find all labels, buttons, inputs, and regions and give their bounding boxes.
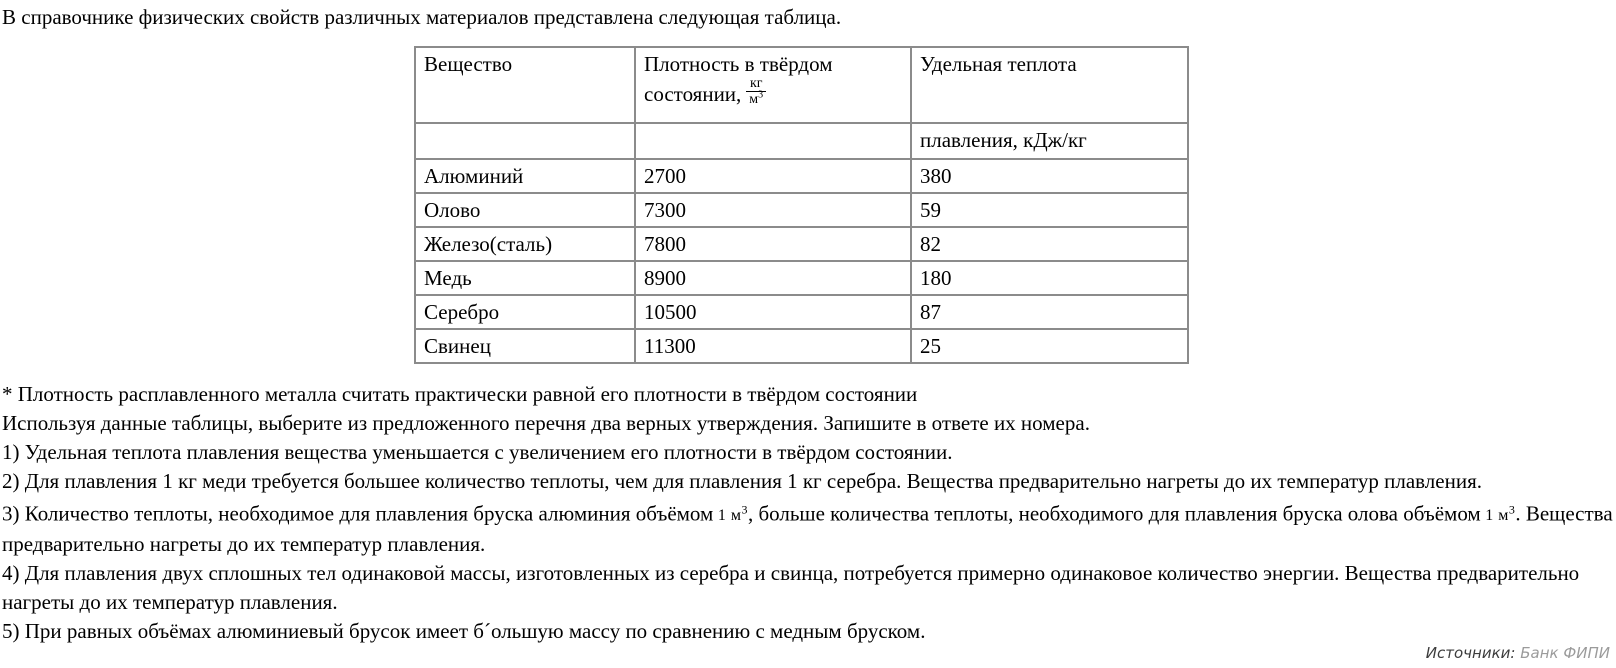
cell-substance: Олово xyxy=(415,193,635,227)
cell-density: 2700 xyxy=(635,159,911,193)
statement-5: 5) При равных объёмах алюминиевый брусок имеет б´ольшую массу по сравнению с медным бруском. xyxy=(2,619,926,644)
statement-3 xyxy=(2,496,1616,559)
cell-substance: Серебро xyxy=(415,295,635,329)
statement-1: 1) Удельная теплота плавления вещества уменьшается с увеличением его плотности в твёрдом состоянии. xyxy=(2,440,953,464)
fraction-numerator: кг xyxy=(749,76,763,91)
header-substance-label: Вещество xyxy=(424,52,513,76)
source-label: Источники: xyxy=(1425,644,1516,662)
intro-paragraph: В справочнике физических свойств различных материалов представлена следующая таблица. xyxy=(2,5,842,29)
header-density-line2 xyxy=(644,76,902,108)
subheader-cell-heat-units: плавления, кДж/кг xyxy=(911,123,1188,159)
table-row xyxy=(415,193,1188,227)
cell-heat: 82 xyxy=(911,227,1188,261)
statement-3-volume-1 xyxy=(713,503,748,525)
statement-2: 2) Для плавления 1 кг меди требуется большее количество теплоты, чем для плавления 1 кг серебра. Вещества предварительно нагреты до их температур плавления. xyxy=(2,469,1482,493)
cell-heat: 59 xyxy=(911,193,1188,227)
fraction-denominator-exponent: 3 xyxy=(758,89,764,101)
cell-density: 10500 xyxy=(635,295,911,329)
cell-substance: Алюминий xyxy=(415,159,635,193)
statement-3-part1: 3) Количество теплоты, необходимое для плавления бруска алюминия объёмом xyxy=(2,501,714,526)
cell-substance: Свинец xyxy=(415,329,635,363)
cell-substance: Медь xyxy=(415,261,635,295)
volume-2-unit: м xyxy=(1498,507,1509,525)
statement-3-part2: , больше количества теплоты, необходимого для плавления бруска олова объёмом xyxy=(747,501,1481,526)
subheader-cell-empty-2 xyxy=(635,123,911,159)
cell-substance: Железо(сталь) xyxy=(415,227,635,261)
header-heat-line1: Удельная теплота xyxy=(920,52,1077,76)
volume-1-exponent: 3 xyxy=(741,503,748,517)
cell-heat: 25 xyxy=(911,329,1188,363)
table-row xyxy=(415,159,1188,193)
statement-3-volume-2 xyxy=(1481,503,1516,525)
cell-density: 7300 xyxy=(635,193,911,227)
cell-density: 11300 xyxy=(635,329,911,363)
statement-3-part3: . Вещества предварительно нагреты до их температур плавления. xyxy=(2,501,1613,557)
header-cell-heat xyxy=(911,47,1188,123)
table-header-row xyxy=(415,47,1188,123)
density-unit-fraction xyxy=(746,77,766,106)
cell-density: 8900 xyxy=(635,261,911,295)
header-cell-substance xyxy=(415,47,635,123)
cell-density: 7800 xyxy=(635,227,911,261)
table-row xyxy=(415,227,1188,261)
header-density-line1: Плотность в твёрдом xyxy=(644,52,833,76)
statement-4: 4) Для плавления двух сплошных тел одинаковой массы, изготовленных из серебра и свинца, потребуется примерно одинаковое количество энергии. Вещества предварительно нагреты до их температур плавления. xyxy=(2,561,1580,615)
volume-2-number: 1 xyxy=(1485,507,1494,525)
source-value: Банк ФИПИ xyxy=(1520,644,1610,662)
volume-1-number: 1 xyxy=(717,507,727,525)
table-subheader-row xyxy=(415,123,1188,159)
table-container xyxy=(0,46,1616,364)
volume-2-exponent: 3 xyxy=(1508,503,1516,517)
fraction-denominator xyxy=(746,91,766,106)
volume-1-unit: м xyxy=(730,507,742,525)
table-row xyxy=(415,329,1188,363)
source-footer xyxy=(1426,644,1610,662)
table-row xyxy=(415,295,1188,329)
fraction-denominator-base: м xyxy=(749,92,759,107)
header-cell-density xyxy=(635,47,911,123)
question-body xyxy=(0,380,1616,646)
header-density-text: состоянии, xyxy=(644,81,742,106)
cell-heat: 180 xyxy=(911,261,1188,295)
properties-table xyxy=(414,46,1189,364)
instruction-text: Используя данные таблицы, выберите из предложенного перечня два верных утверждения. Запишите в ответе их номера. xyxy=(2,411,1090,435)
footnote-text: * Плотность расплавленного металла считать практически равной его плотности в твёрдом состоянии xyxy=(2,382,918,406)
table-row xyxy=(415,261,1188,295)
subheader-cell-empty-1 xyxy=(415,123,635,159)
cell-heat: 87 xyxy=(911,295,1188,329)
cell-heat: 380 xyxy=(911,159,1188,193)
